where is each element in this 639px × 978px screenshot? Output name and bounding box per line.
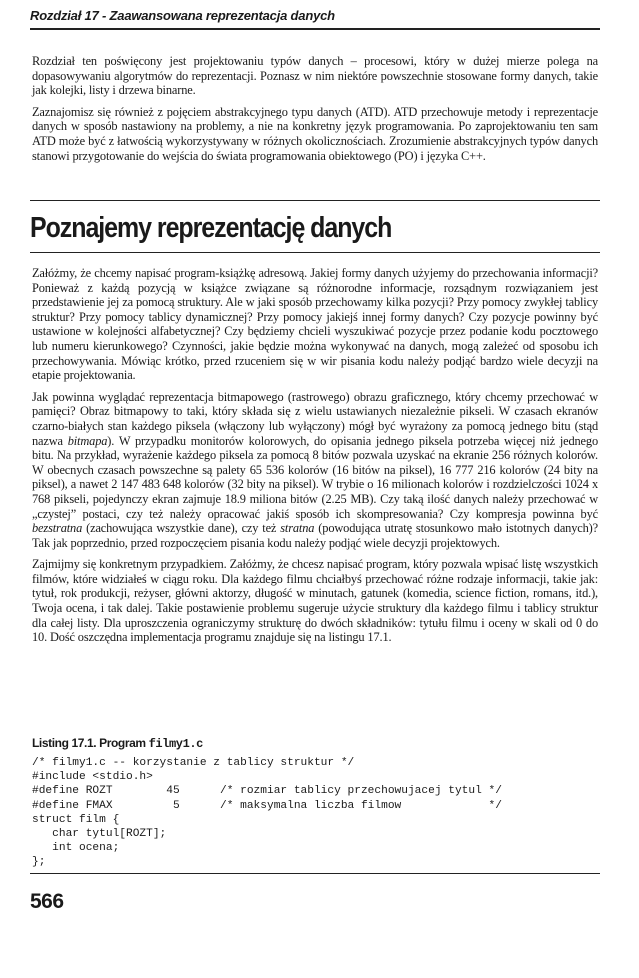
section-paragraph-3: Zajmijmy się konkretnym przypadkiem. Załóżmy, że chcesz napisać program, który pozwala wpisać listę wszystkich filmów, które widziałeś w ciągu roku. Dla każdego filmu chciałbyś przechować różne rodzaje informacji, takie jak: tytuł, rok produkcji, reżyser, główni aktorzy, długość w minutach, gatunek (komedia, science fiction, romans, itd.), Twoja ocena, i tak dalej. Takie postawienie problemu sugeruje użycie struktury dla każdego filmu i tablicy struktur dla całej listy. Dla uproszczenia ograniczymy strukturę do dwóch składników: tytułu filmu i oceny w skali od 0 do 10. Dość oszczędna implementacja programu znajduje się na listingu 17.1. xyxy=(32,557,598,645)
term-stratna: stratna xyxy=(280,521,315,536)
listing-caption xyxy=(32,736,203,751)
intro-paragraph-1: Rozdział ten poświęcony jest projektowaniu typów danych – procesowi, który w dużej mierze polega na dopasowywaniu algorytmów do reprezentacji. Poznasz w nim niektóre powszechnie stosowane formy danych, takie jak kolejki, listy i drzewa binarne. xyxy=(32,54,598,98)
intro-paragraph-2: Zaznajomisz się również z pojęciem abstrakcyjnego typu danych (ATD). ATD przechowuje metody i reprezentacje danych w sposób nastawiony na problemy, a nie na konkretny język programowania. Po zaprojektowaniu ten sam ATD może być z łatwością wykorzystywany w różnych okolicznościach. Zrozumienie abstrakcyjnych typów danych stanowi przygotowanie do wejścia do świata programowania obiektowego (PO) i języka C++. xyxy=(32,104,598,163)
section-title: Poznajemy reprezentację danych xyxy=(30,212,392,244)
section-paragraph-1: Załóżmy, że chcemy napisać program-książkę adresową. Jakiej formy danych użyjemy do przechowania informacji? Ponieważ z każdą pozycją w książce związane są różnorodne informacje, rozsądnym rozwiązaniem jest przedstawienie jej za pomocą struktury. Ale w jaki sposób przechowamy kilka pozycji? Przy pomocy zwykłej tablicy struktur? Przy pomocy tablicy dynamicznej? Przy pomocy jakiejś innej formy danych? Czy pozycje powinny być ustawione w kolejności alfabetycznej? Czy będziemy chcieli wyszukiwać pozycje przez podanie kodu pocztowego lub numeru kierunkowego? Czynności, jakie będzie można wykonywać na danych, mogą zależeć od sposobu ich przechowywania. Mówiąc krótko, przed rzuceniem się w wir pisania kodu należy podjąć bardzo wiele decyzji na etapie projektowania. xyxy=(32,266,598,383)
term-bitmapa: bitmapa xyxy=(67,433,108,448)
section-bottom-rule xyxy=(30,252,600,253)
section-paragraph-2 xyxy=(32,390,598,551)
section-text xyxy=(32,266,598,652)
header-rule xyxy=(30,28,600,30)
p2-text-c: (zachowująca wszystkie dane), czy też xyxy=(82,521,281,536)
listing-caption-filename: filmy1.c xyxy=(148,737,203,751)
running-head: Rozdział 17 - Zaawansowana reprezentacja danych xyxy=(30,8,335,23)
code-listing: /* filmy1.c -- korzystanie z tablicy struktur */ #include <stdio.h> #define ROZT 45 /* rozmiar tablicy przechowujacej tytul */ #define FMAX 5 /* maksymalna liczba filmow */ struct film { char tytul[ROZT]; int ocena; }; xyxy=(32,757,502,869)
section-top-rule xyxy=(30,200,600,201)
p2-text-d: (powodująca utratę stosunkowo mało istotnych danych)? Tak jak poprzednio, przed rozpoczęciem pisania kodu należy podjąć wiele decyzji projektowych. xyxy=(32,521,598,550)
intro-text xyxy=(32,54,598,170)
page-number: 566 xyxy=(30,890,64,913)
listing-caption-label: Listing 17.1. Program xyxy=(32,736,149,750)
footer-rule xyxy=(30,873,600,874)
p2-text-a: Jak powinna wyglądać reprezentacja bitmapowego (rastrowego) obrazu graficznego, który chcemy przechować w pamięci? Obraz bitmapowy to taki, który składa się z wielu ustawianych niezależnie pikseli. W czasach ekranów czarno-białych stan każdego piksela (włączony lub wyłączony) mógł być wyrażony za pomocą jednego bitu (stąd nazwa xyxy=(32,389,598,448)
p2-text-b: ). W przypadku monitorów kolorowych, do opisania jednego piksela potrzeba więcej niż jednego bitu. Na przykład, wyrażenie każdego piksela za pomocą 8 bitów pozwala uzyskać na ekranie 256 różnych kolorów. W obecnych czasach powszechne są palety 65 536 kolorów (16 bitów na piksel), 16 777 216 kolorów (24 bity na piksel), a nawet 2 147 483 648 kolorów (32 bity na piksel). W trybie o 16 milionach kolorów i rozdzielczości 1024 x 768 pikseli, pojedynczy ekran zajmuje 18.9 miliona bitów (2.25 MB). Czy taką ilość danych należy przechować w „czystej” postaci, czy też należy opracować jakiś sposób ich skompresowania? Czy kompresja powinna być xyxy=(32,433,598,521)
term-bezstratna: bezstratna xyxy=(32,521,83,536)
